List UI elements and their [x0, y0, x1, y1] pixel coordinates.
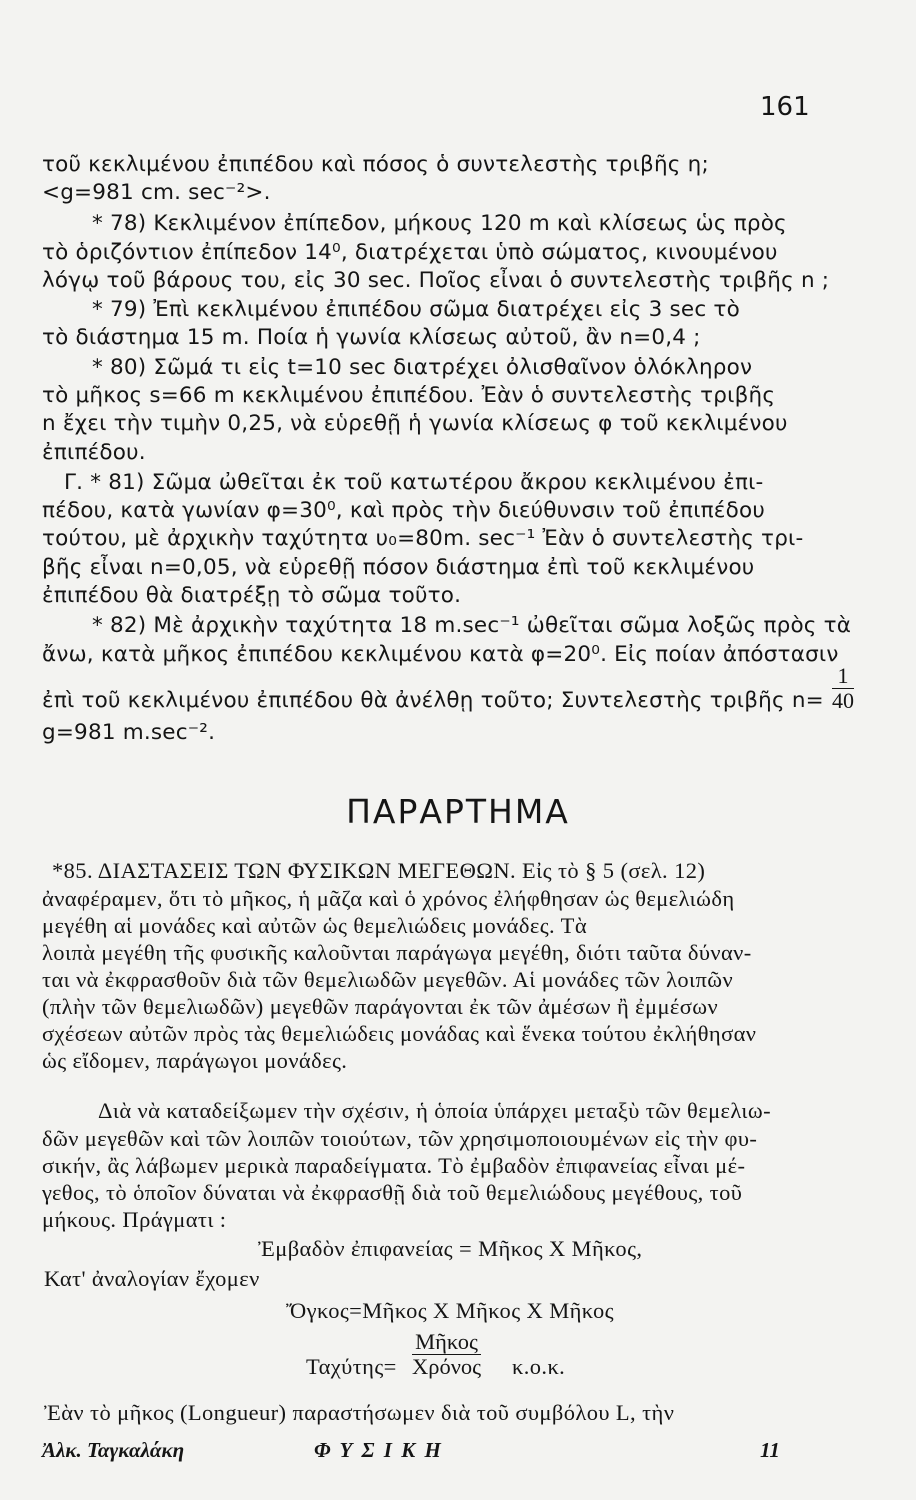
- text-line: γεθος, τὸ ὁποῖον δύναται νὰ ἐκφρασθῇ διὰ τοῦ θεμελιώδους μεγέθους, τοῦ: [42, 1180, 743, 1205]
- exercise-78: * 78) Κεκλιμένον ἐπίπεδον, μήκους 120 m καὶ κλίσεως ὡς πρὸς: [92, 211, 787, 236]
- footer-book-title: Φ Υ Σ Ι Κ Η: [314, 1438, 443, 1462]
- fraction-one-fortieth: [832, 664, 854, 713]
- page-number: 161: [760, 92, 810, 122]
- equation-volume: Ὄγκος=Μῆκος X Μῆκος X Μῆκος: [286, 1298, 614, 1323]
- text-line: ται νὰ ἐκφρασθοῦν διὰ τῶν θεμελιωδῶν μεγεθῶν. Αἱ μονάδες τῶν λοιπῶν: [42, 967, 734, 992]
- text-line: λοιπὰ μεγέθη τῆς φυσικῆς καλοῦνται παράγωγα μεγέθη, διότι ταῦτα δύναν-: [42, 940, 752, 965]
- paragraph-start: Διὰ νὰ καταδείξωμεν τὴν σχέσιν, ἡ ὁποία ὑπάρχει μεταξὺ τῶν θεμελιω-: [98, 1098, 771, 1123]
- text-line: g=981 m.sec⁻².: [42, 720, 216, 745]
- text-line: ἐπὶ τοῦ κεκλιμένου ἐπιπέδου θὰ ἀνέλθῃ τοῦτο; Συντελεστὴς τριβῆς n=: [42, 688, 824, 713]
- text-line: πέδου, κατὰ γωνίαν φ=30⁰, καὶ πρὸς τὴν διεύθυνσιν τοῦ ἐπιπέδου: [42, 498, 765, 523]
- footer-author: Ἀλκ. Ταγκαλάκη: [42, 1438, 185, 1462]
- text-line: n ἔχει τὴν τιμὴν 0,25, νὰ εὑρεθῇ ἡ γωνία κλίσεως φ τοῦ κεκλιμένου: [42, 411, 788, 436]
- text-line: λόγῳ τοῦ βάρους του, εἰς 30 sec. Ποῖος εἶναι ὁ συντελεστὴς τριβῆς n ;: [42, 268, 830, 293]
- exercise-80: * 80) Σῶμά τι εἰς t=10 sec διατρέχει ὀλισθαῖνον ὁλόκληρον: [92, 355, 753, 380]
- equation-area: Ἐμβαδὸν ἐπιφανείας = Μῆκος X Μῆκος,: [258, 1236, 643, 1261]
- text-line: (πλὴν τῶν θεμελιωδῶν) μεγεθῶν παράγονται ἐκ τῶν ἀμέσων ἢ ἐμμέσων: [42, 994, 719, 1019]
- exercise-81: Γ. * 81) Σῶμα ὠθεῖται ἐκ τοῦ κατωτέρου ἄκρου κεκλιμένου ἐπι-: [64, 470, 764, 495]
- exercise-79: * 79) Ἐπὶ κεκλιμένου ἐπιπέδου σῶμα διατρέχει εἰς 3 sec τὸ: [92, 297, 740, 322]
- equation-speed-lhs: Ταχύτης=: [306, 1354, 397, 1379]
- text-line: βῆς εἶναι n=0,05, νὰ εὑρεθῇ πόσον διάστημα ἐπὶ τοῦ κεκλιμένου: [42, 555, 755, 580]
- text-line: μεγέθη αἱ μονάδες καὶ αὐτῶν ὡς θεμελιώδεις μονάδες. Τὰ: [42, 913, 588, 938]
- appendix-title-line: *85. ΔΙΑΣΤΑΣΕΙΣ ΤΩΝ ΦΥΣΙΚΩΝ ΜΕΓΕΘΩΝ. Εἰς τὸ § 5 (σελ. 12): [52, 858, 706, 883]
- footer-signature-number: 11: [760, 1438, 780, 1462]
- fraction-speed: [412, 1330, 481, 1379]
- text-line: τὸ μῆκος s=66 m κεκλιμένου ἐπιπέδου. Ἐὰν ὁ συντελεστὴς τριβῆς: [42, 383, 776, 408]
- equation-tail: κ.ο.κ.: [512, 1354, 566, 1379]
- exercise-82: * 82) Μὲ ἀρχικὴν ταχύτητα 18 m.sec⁻¹ ὠθεῖται σῶμα λοξῶς πρὸς τὰ: [92, 613, 852, 638]
- text-line: ἐπιπέδου θὰ διατρέξῃ τὸ σῶμα τοῦτο.: [42, 583, 462, 608]
- text-line: δῶν μεγεθῶν καὶ τῶν λοιπῶν τοιούτων, τῶν χρησιμοποιουμένων εἰς τὴν φυ-: [42, 1126, 758, 1151]
- text-line: σικήν, ἂς λάβωμεν μερικὰ παραδείγματα. Τὸ ἐμβαδὸν ἐπιφανείας εἶναι μέ-: [42, 1153, 746, 1178]
- fraction-denominator: 40: [832, 688, 854, 713]
- text-line: <g=981 cm. sec⁻²>.: [42, 180, 271, 205]
- text-line: τοῦ κεκλιμένου ἐπιπέδου καὶ πόσος ὁ συντελεστὴς τριβῆς η;: [42, 152, 709, 177]
- text-line: μήκους. Πράγματι :: [42, 1207, 227, 1232]
- fraction-numerator: 1: [832, 664, 854, 689]
- text-line: ἄνω, κατὰ μῆκος ἐπιπέδου κεκλιμένου κατὰ φ=20⁰. Εἰς ποίαν ἀπόστασιν: [42, 642, 839, 667]
- text-line: σχέσεων αὐτῶν πρὸς τὰς θεμελιώδεις μονάδας καὶ ἕνεκα τούτου ἐκλήθησαν: [42, 1021, 757, 1046]
- fraction-numerator: Μῆκος: [412, 1330, 481, 1355]
- fraction-denominator: Χρόνος: [412, 1354, 482, 1379]
- text-line: τούτου, μὲ ἀρχικὴν ταχύτητα υ₀=80m. sec⁻¹ Ἐὰν ὁ συντελεστὴς τρι-: [42, 526, 804, 551]
- text-line: Κατ' ἀναλογίαν ἔχομεν: [44, 1266, 260, 1291]
- text-line: τὸ διάστημα 15 m. Ποία ἡ γωνία κλίσεως αὐτοῦ, ἂν n=0,4 ;: [42, 325, 701, 350]
- text-line: ὡς εἴδομεν, παράγωγοι μονάδες.: [42, 1048, 348, 1073]
- text-line: ἐπιπέδου.: [42, 440, 146, 465]
- text-line: τὸ ὁριζόντιον ἐπίπεδον 14⁰, διατρέχεται ὑπὸ σώματος, κινουμένου: [42, 240, 778, 265]
- section-heading: ΠΑΡΑΡΤΗΜΑ: [346, 792, 570, 831]
- text-line: ἀναφέραμεν, ὅτι τὸ μῆκος, ἡ μᾶζα καὶ ὁ χρόνος ἐλήφθησαν ὡς θεμελιώδη: [42, 886, 735, 911]
- text-line: Ἐὰν τὸ μῆκος (Longueur) παραστήσωμεν διὰ τοῦ συμβόλου L, τὴν: [44, 1400, 675, 1425]
